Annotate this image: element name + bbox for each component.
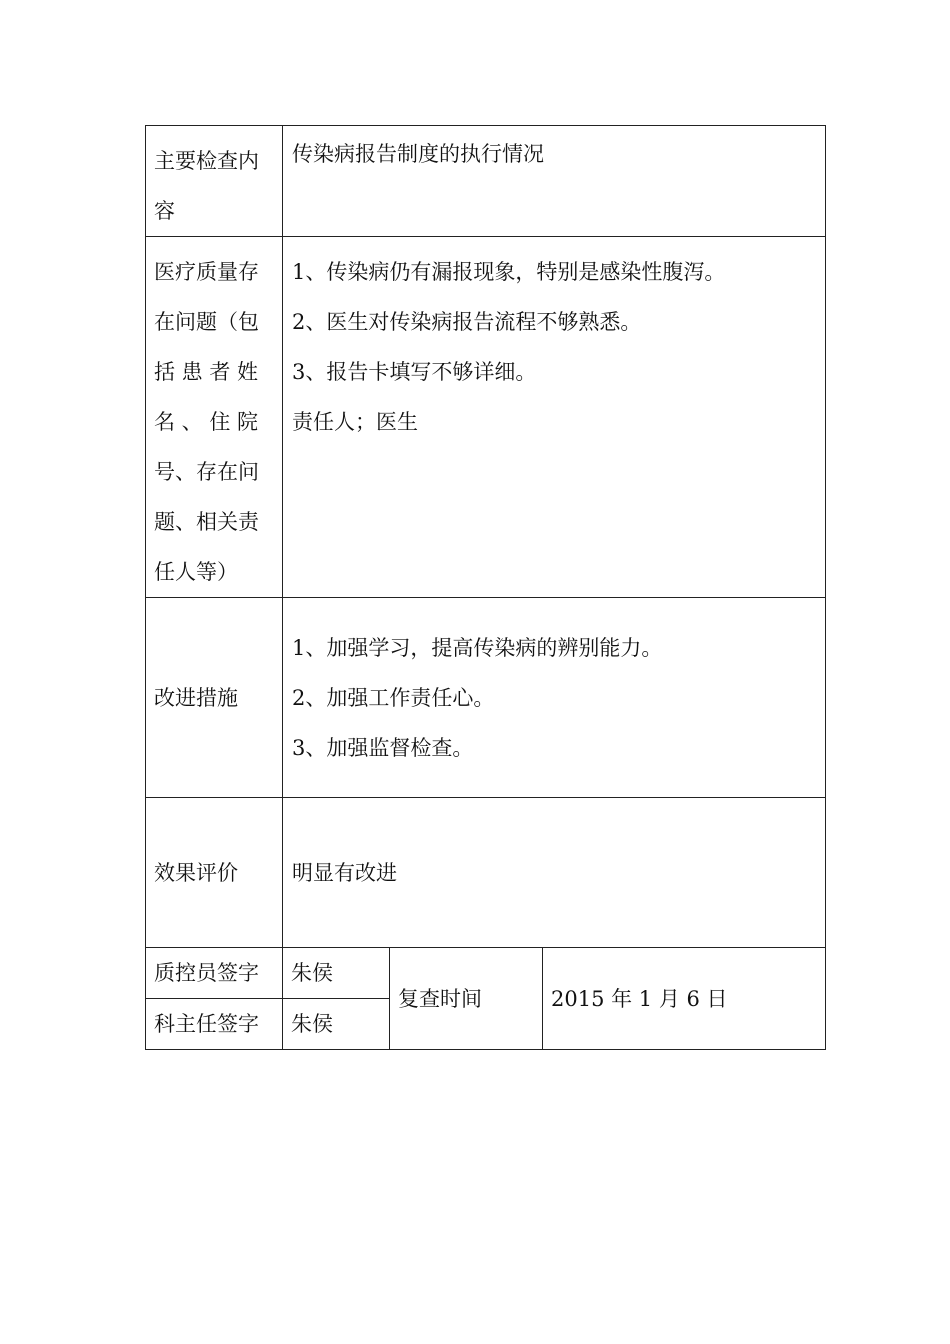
evaluation-label: 效果评价 — [154, 860, 238, 885]
qc-signature-value-cell — [283, 948, 390, 999]
problems-label-line: 题、相关责 — [154, 510, 259, 534]
inspection-value-cell — [283, 126, 826, 237]
inspection-label-cell — [146, 126, 283, 237]
problem-item: 2、医生对传染病报告流程不够熟悉。 — [292, 310, 642, 334]
problems-label-line: 名 、 住 院 — [154, 410, 259, 434]
problem-item: 1、传染病仍有漏报现象，特别是感染性腹泻。 — [292, 260, 726, 284]
problems-label-line: 括 患 者 姓 — [154, 360, 259, 384]
measure-item: 1、加强学习，提高传染病的辨别能力。 — [292, 635, 663, 660]
qc-signature-row — [146, 948, 826, 999]
measure-item: 3、加强监督检查。 — [292, 735, 474, 760]
problems-label-line: 任人等） — [154, 560, 238, 584]
inspection-label: 主要检查内容 — [154, 149, 259, 223]
responsible-person: 责任人；医生 — [292, 410, 418, 434]
measures-row — [146, 598, 826, 798]
director-signature-label: 科主任签字 — [154, 1012, 259, 1036]
review-time-label: 复查时间 — [398, 986, 482, 1011]
inspection-value: 传染病报告制度的执行情况 — [292, 142, 544, 166]
review-time-value-cell — [543, 948, 826, 1050]
review-time-label-cell — [390, 948, 543, 1050]
problem-item: 3、报告卡填写不够详细。 — [292, 360, 537, 384]
qc-signature-value: 朱侯 — [291, 961, 333, 985]
inspection-row — [146, 126, 826, 237]
problems-row — [146, 237, 826, 598]
problems-label-line: 号、存在问 — [154, 460, 259, 484]
measures-label-cell — [146, 598, 283, 798]
problems-label-line: 医疗质量存 — [154, 260, 259, 284]
measure-item: 2、加强工作责任心。 — [292, 685, 495, 710]
measures-content-cell — [283, 598, 826, 798]
problems-label-line: 在问题（包 — [154, 310, 259, 334]
evaluation-label-cell — [146, 798, 283, 948]
problems-label-cell — [146, 237, 283, 598]
quality-inspection-table — [145, 125, 826, 1050]
director-signature-value-cell — [283, 999, 390, 1050]
evaluation-row — [146, 798, 826, 948]
problems-content-cell — [283, 237, 826, 598]
evaluation-value-cell — [283, 798, 826, 948]
director-signature-label-cell — [146, 999, 283, 1050]
qc-signature-label: 质控员签字 — [154, 961, 259, 985]
qc-signature-label-cell — [146, 948, 283, 999]
director-signature-value: 朱侯 — [291, 1012, 333, 1036]
evaluation-value: 明显有改进 — [292, 860, 397, 885]
review-time-value: 2015 年 1 月 6 日 — [551, 986, 728, 1011]
measures-label: 改进措施 — [154, 685, 238, 710]
